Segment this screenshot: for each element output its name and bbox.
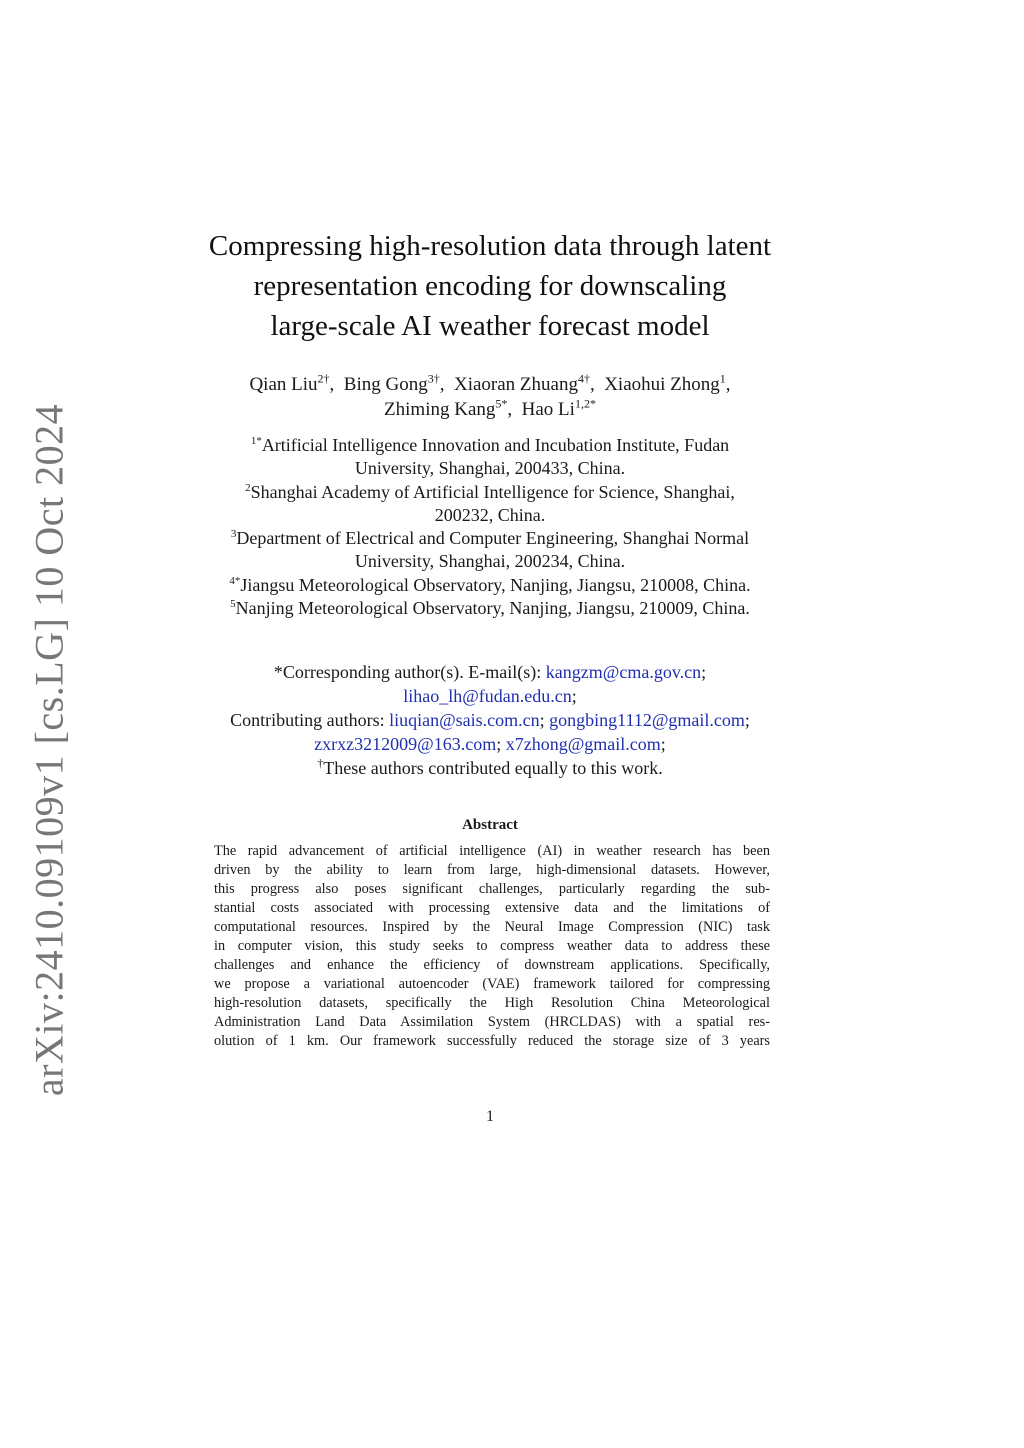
email-link[interactable]: lihao_lh@fudan.edu.cn: [403, 686, 572, 706]
author-line: Zhiming Kang$^{5*}$, Hao $Li^{1,2*}$: [384, 396, 596, 420]
contributing-line: Contributing authors: liuqian@sais.com.cn; gongbing1112@gmail.com;: [230, 710, 750, 730]
abstract-line: this progress also poses significant challenges, particularly regarding the sub-: [214, 881, 770, 897]
email-link[interactable]: gongbing1112@gmail.com: [549, 710, 745, 730]
affiliation-line: $^{1*}$Artificial Intelligence Innovation and Incubation Institute, Fudan: [250, 435, 730, 455]
paper-title: [180, 226, 800, 346]
abstract-text: [214, 842, 770, 1051]
email-link[interactable]: x7zhong@gmail.com: [505, 734, 661, 754]
affiliation-line: $^5$Nanjing Meteorological Observatory, Nanjing, Jiangsu, 210009, China.: [230, 598, 750, 619]
abstract-line: challenges and enhance the efficiency of downstream applications. Specifically,: [214, 957, 770, 973]
author-line: Qian Liu$^{2\dagger}$, Bing Gong$^{3\dagger}$, Xiaoran Zhuang$^{4\dagger}$, Xiaohui Zhong$^1$,: [249, 371, 731, 395]
abstract-line: olution of 1 km. Our framework successfully reduced the storage size of 3 years: [214, 1033, 770, 1049]
email-link[interactable]: zxrxz3212009@163.com: [314, 734, 497, 754]
author-list: [170, 372, 810, 422]
abstract-line: we propose a variational autoencoder (VAE) framework tailored for compressing: [214, 976, 770, 992]
title-line: representation encoding for downscaling: [253, 270, 727, 302]
affiliation-line: $^3$Department of Electrical and Computer Engineering, Shanghai Normal: [230, 528, 750, 549]
abstract-line: stantial costs associated with processing extensive data and the limitations of: [214, 900, 770, 916]
corresponding-line: lihao_lh@fudan.edu.cn;: [403, 686, 577, 706]
abstract-line: The rapid advancement of artificial intelligence (AI) in weather research has been: [214, 843, 770, 859]
affiliation-line: University, Shanghai, 200234, China.: [354, 551, 626, 572]
contributing-label: Contributing authors:: [230, 710, 385, 730]
arxiv-identifier-stamp: arXiv:2410.09109v1 [cs.LG] 10 Oct 2024: [26, 403, 72, 1097]
affiliation-line: University, Shanghai, 200433, China.: [354, 458, 626, 479]
author: Hao $Li^{1,2*}$: [521, 396, 596, 420]
abstract-heading: Abstract: [462, 817, 518, 833]
dagger-mark: †: [317, 756, 324, 770]
contact-block: [170, 660, 810, 780]
email-link[interactable]: liuqian@sais.com.cn: [389, 710, 540, 730]
corresponding-label: *Corresponding author(s). E-mail(s):: [273, 662, 542, 682]
abstract-line: in computer vision, this study seeks to compress weather data to address these: [214, 938, 770, 954]
abstract-line: computational resources. Inspired by the Neural Image Compression (NIC) task: [214, 919, 770, 935]
corresponding-line: *Corresponding author(s). E-mail(s): kangzm@cma.gov.cn;: [273, 662, 707, 682]
author: Xiaohui Zhong$^1$: [604, 371, 726, 395]
author: Zhiming Kang$^{5*}$: [384, 396, 508, 420]
abstract-line: Administration Land Data Assimilation System (HRCLDAS) with a spatial res-: [214, 1014, 770, 1030]
abstract-line: driven by the ability to learn from large, high-dimensional datasets. However,: [214, 862, 770, 878]
author: Bing Gong$^{3\dagger}$: [343, 371, 440, 395]
affiliation-list: [170, 434, 810, 620]
contributing-line: zxrxz3212009@163.com; x7zhong@gmail.com;: [314, 734, 666, 754]
author: Xiaoran Zhuang$^{4\dagger}$: [453, 371, 590, 395]
affiliation-line: $^2$Shanghai Academy of Artificial Intelligence for Science, Shanghai,: [245, 481, 735, 502]
affiliation-line: $^{4*}$Jiangsu Meteorological Observatory, Nanjing, Jiangsu, 210008, China.: [229, 574, 751, 595]
email-link[interactable]: kangzm@cma.gov.cn: [545, 662, 702, 682]
abstract-line: high-resolution datasets, specifically the High Resolution China Meteorological: [214, 995, 770, 1011]
author: Qian Liu$^{2\dagger}$: [249, 371, 330, 395]
page-number: 1: [486, 1108, 494, 1125]
title-line: large-scale AI weather forecast model: [270, 310, 710, 342]
equal-contribution-note: †These authors contributed equally to this work.: [317, 756, 663, 778]
title-line: Compressing high-resolution data through latent: [208, 230, 772, 262]
affiliation-line: 200232, China.: [434, 504, 546, 525]
